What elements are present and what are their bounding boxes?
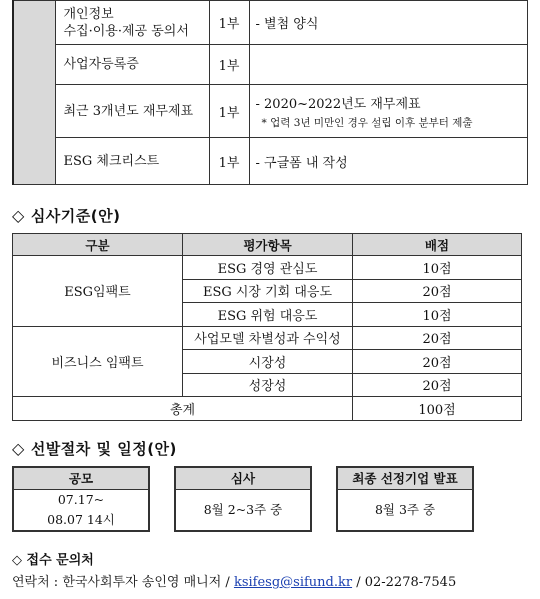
criteria-total-score: 100점 [353,397,522,421]
criteria-total-label: 총계 [13,397,353,421]
contact-prefix: 연락처 : 한국사회투자 송인영 매니저 / [12,575,234,590]
schedule-step-title: 최종 선정기업 발표 [338,468,472,490]
schedule-step-box [174,466,312,532]
doc-qty: 1부 [209,138,249,185]
doc-row-header-cell [13,1,55,185]
criteria-table [12,233,522,421]
contact-line [12,571,456,590]
criteria-score: 10점 [353,256,522,280]
schedule-step-line: 08.07 14시 [47,512,115,527]
schedule-step-body [14,490,148,530]
doc-name [55,1,209,45]
doc-name: 사업자등록증 [55,45,209,85]
criteria-item: ESG 위험 대응도 [183,303,353,327]
criteria-score: 20점 [353,326,522,350]
doc-name: ESG 체크리스트 [55,138,209,185]
schedule-step-body: 8월 3주 중 [374,502,436,517]
doc-qty: 1부 [209,45,249,85]
doc-note: - 구글폼 내 작성 [249,138,528,185]
schedule-step-box [12,466,150,532]
diamond-icon: ◇ [12,439,25,458]
doc-name-line: 수집·이용·제공 동의서 [63,23,189,39]
criteria-heading-text: 심사기준(안) [30,207,121,225]
doc-note: - 별첨 양식 [249,1,528,45]
criteria-item: ESG 경영 관심도 [183,256,353,280]
criteria-item: 사업모델 차별성과 수익성 [183,326,353,350]
doc-qty: 1부 [209,85,249,138]
criteria-item: 시장성 [183,350,353,374]
schedule-step-body: 8월 2~3주 중 [203,502,283,517]
schedule-step-title: 공모 [14,468,148,490]
schedule-step-box [336,466,474,532]
schedule-step-title: 심사 [176,468,310,490]
doc-name: 최근 3개년도 재무제표 [55,85,209,138]
doc-row [13,1,528,45]
col-header: 평가항목 [183,234,353,256]
diamond-icon: ◇ [12,206,25,225]
doc-row [13,45,528,85]
criteria-category: 비즈니스 임팩트 [13,326,183,397]
doc-note-main: - 2020~2022년도 재무제표 [255,96,421,112]
doc-note-sub: * 업력 3년 미만인 경우 설립 이후 분부터 제출 [261,116,473,129]
doc-row [13,138,528,185]
criteria-item: 성장성 [183,373,353,397]
criteria-score: 20점 [353,279,522,303]
doc-note [249,85,528,138]
documents-table [12,0,528,185]
contact-heading: ◇ 접수 문의처 [12,553,94,568]
schedule-heading-text: 선발절차 및 일정(안) [30,440,177,458]
criteria-heading [12,205,120,226]
col-header: 배점 [353,234,522,256]
doc-note [249,45,528,85]
col-header: 구분 [13,234,183,256]
doc-qty: 1부 [209,1,249,45]
criteria-header-row [13,234,522,256]
doc-row [13,85,528,138]
criteria-row [13,256,522,280]
schedule-step-line: 07.17~ [57,492,105,507]
contact-suffix: / 02-2278-7545 [352,575,457,590]
criteria-item: ESG 시장 기회 대응도 [183,279,353,303]
criteria-score: 10점 [353,303,522,327]
contact-email-link[interactable]: ksifesg@sifund.kr [233,575,353,590]
criteria-row [13,326,522,350]
schedule-heading [12,438,177,459]
criteria-score: 20점 [353,373,522,397]
criteria-total-row [13,397,522,421]
criteria-category: ESG임팩트 [13,256,183,327]
criteria-score: 20점 [353,350,522,374]
doc-name-line: 개인정보 [63,6,114,22]
